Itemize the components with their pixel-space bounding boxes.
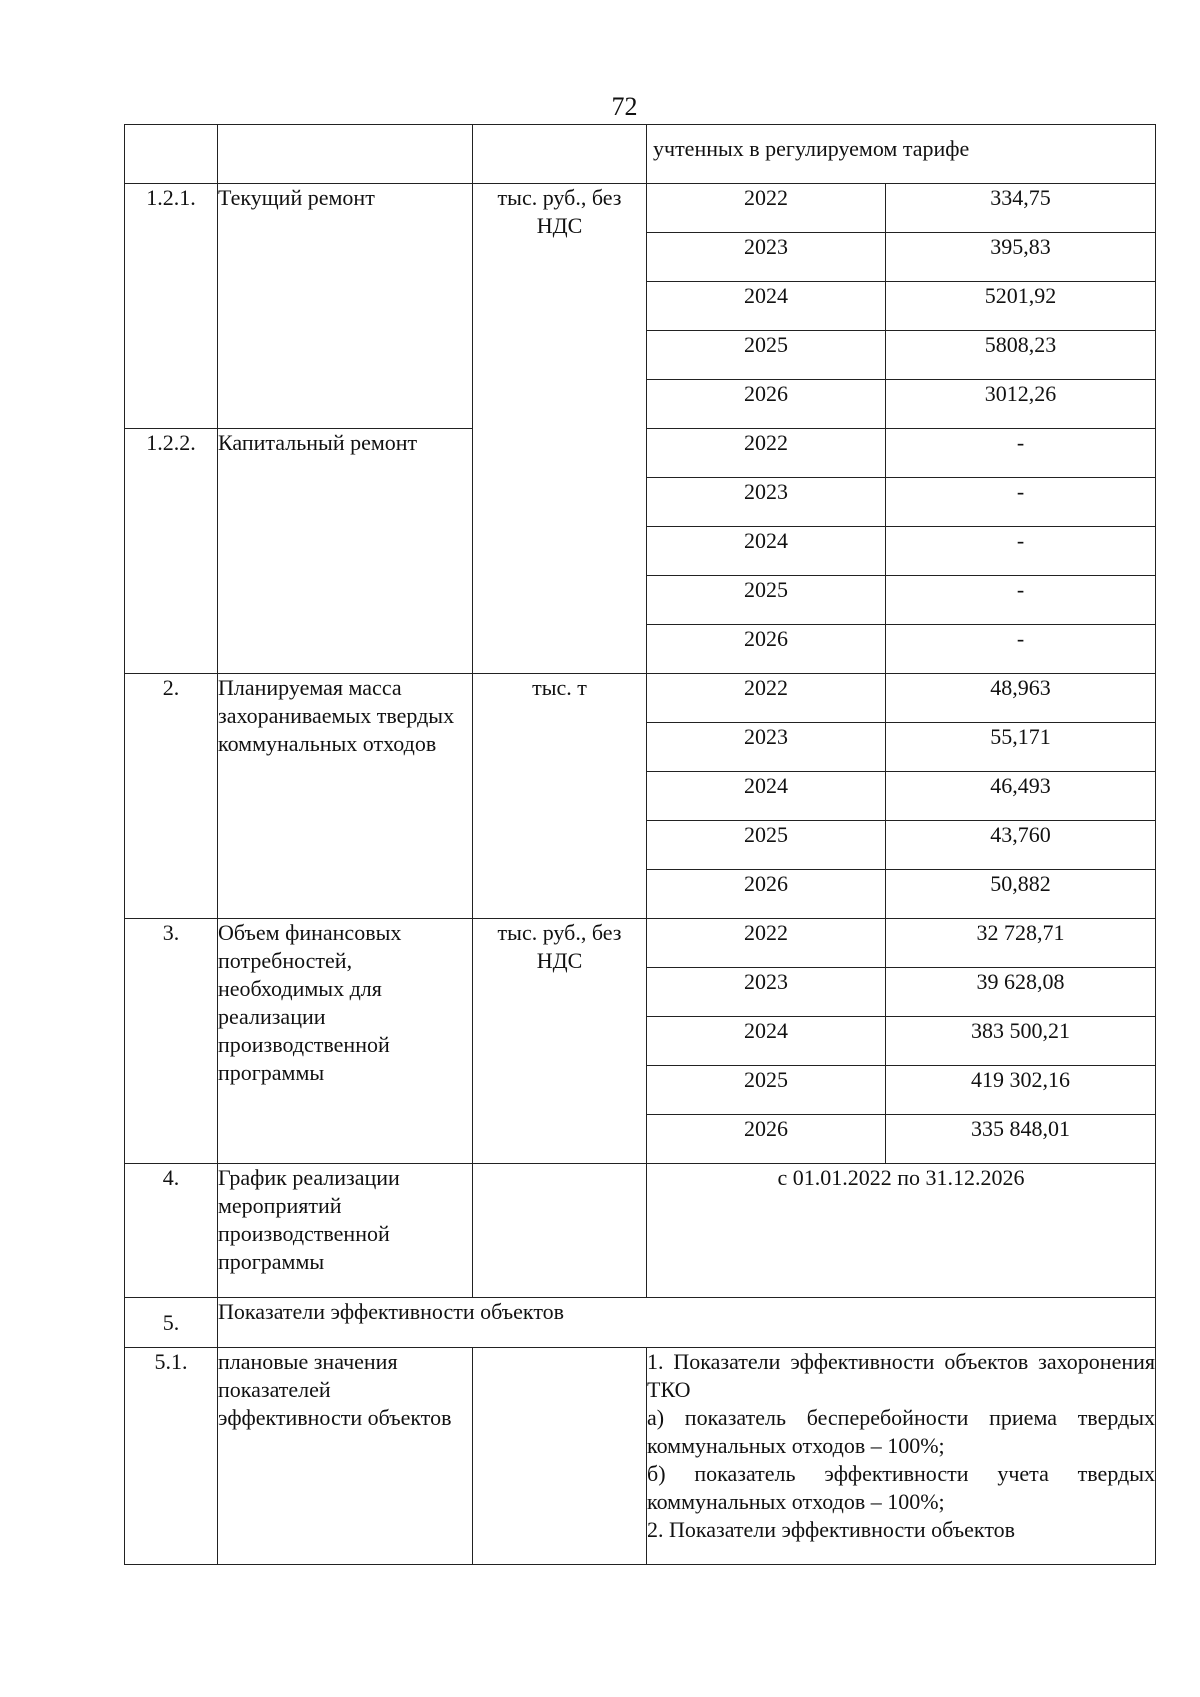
cell-empty: [125, 125, 218, 184]
year-cell: 2026: [647, 625, 886, 674]
table-row: [125, 184, 1156, 233]
year-cell: 2024: [647, 527, 886, 576]
year-cell: 2026: [647, 870, 886, 919]
schedule-period: с 01.01.2022 по 31.12.2026: [647, 1164, 1156, 1298]
table-row: [125, 1348, 1156, 1565]
value-cell: -: [886, 429, 1156, 478]
year-cell: 2023: [647, 233, 886, 282]
value-cell: 46,493: [886, 772, 1156, 821]
table-row: [125, 674, 1156, 723]
value-cell: 3012,26: [886, 380, 1156, 429]
row-unit: тыс. т: [473, 674, 647, 919]
cell-empty: [218, 125, 473, 184]
row-number: 4.: [125, 1164, 218, 1298]
value-cell: 335 848,01: [886, 1115, 1156, 1164]
value-cell: 334,75: [886, 184, 1156, 233]
row-unit: тыс. руб., без НДС: [473, 184, 647, 674]
row-number: 3.: [125, 919, 218, 1164]
row-number: 5.: [125, 1298, 218, 1348]
year-cell: 2023: [647, 478, 886, 527]
row-name: Капитальный ремонт: [218, 429, 473, 674]
row-name: График реализации мероприятий производственной программы: [218, 1164, 473, 1298]
indicator-line: а) показатель бесперебойности приема твердых коммунальных отходов – 100%;: [647, 1405, 1156, 1458]
value-cell: 5201,92: [886, 282, 1156, 331]
row-number: 5.1.: [125, 1348, 218, 1565]
year-cell: 2026: [647, 1115, 886, 1164]
value-cell: -: [886, 478, 1156, 527]
section-title: Показатели эффективности объектов: [218, 1298, 1156, 1348]
indicators-text: [647, 1348, 1156, 1565]
value-cell: 395,83: [886, 233, 1156, 282]
value-cell: -: [886, 576, 1156, 625]
value-cell: 55,171: [886, 723, 1156, 772]
row-unit: тыс. руб., без НДС: [473, 919, 647, 1164]
year-cell: 2024: [647, 772, 886, 821]
year-cell: 2023: [647, 723, 886, 772]
table-row-schedule: [125, 1164, 1156, 1298]
table-row: [125, 919, 1156, 968]
row-name: плановые значения показателей эффективности объектов: [218, 1348, 473, 1565]
year-cell: 2025: [647, 331, 886, 380]
value-cell: -: [886, 527, 1156, 576]
row-number: 1.2.2.: [125, 429, 218, 674]
value-cell: 50,882: [886, 870, 1156, 919]
continuation-text: учтенных в регулируемом тарифе: [647, 125, 1156, 184]
page-number: 72: [611, 92, 638, 121]
indicator-line: 2. Показатели эффективности объектов: [647, 1517, 1016, 1542]
row-number: 2.: [125, 674, 218, 919]
row-name: Объем финансовых потребностей, необходимых для реализации производственной программы: [218, 919, 473, 1164]
value-cell: 32 728,71: [886, 919, 1156, 968]
cell-empty: [473, 125, 647, 184]
year-cell: 2024: [647, 282, 886, 331]
year-cell: 2022: [647, 184, 886, 233]
table-row-section: [125, 1298, 1156, 1348]
year-cell: 2025: [647, 576, 886, 625]
row-number: 1.2.1.: [125, 184, 218, 429]
year-cell: 2026: [647, 380, 886, 429]
indicator-line: б) показатель эффективности учета твердых коммунальных отходов – 100%;: [647, 1461, 1156, 1514]
year-cell: 2024: [647, 1017, 886, 1066]
year-cell: 2022: [647, 429, 886, 478]
year-cell: 2025: [647, 821, 886, 870]
indicator-line: 1. Показатели эффективности объектов захоронения ТКО: [647, 1349, 1156, 1402]
value-cell: -: [886, 625, 1156, 674]
year-cell: 2022: [647, 919, 886, 968]
value-cell: 419 302,16: [886, 1066, 1156, 1115]
row-name: Планируемая масса захораниваемых твердых коммунальных отходов: [218, 674, 473, 919]
year-cell: 2023: [647, 968, 886, 1017]
value-cell: 39 628,08: [886, 968, 1156, 1017]
row-name: Текущий ремонт: [218, 184, 473, 429]
value-cell: 383 500,21: [886, 1017, 1156, 1066]
year-cell: 2022: [647, 674, 886, 723]
cell-empty: [473, 1164, 647, 1298]
table-row-continuation: [125, 125, 1156, 184]
value-cell: 48,963: [886, 674, 1156, 723]
value-cell: 43,760: [886, 821, 1156, 870]
indicators-table: [124, 124, 1156, 1565]
year-cell: 2025: [647, 1066, 886, 1115]
cell-empty: [473, 1348, 647, 1565]
value-cell: 5808,23: [886, 331, 1156, 380]
